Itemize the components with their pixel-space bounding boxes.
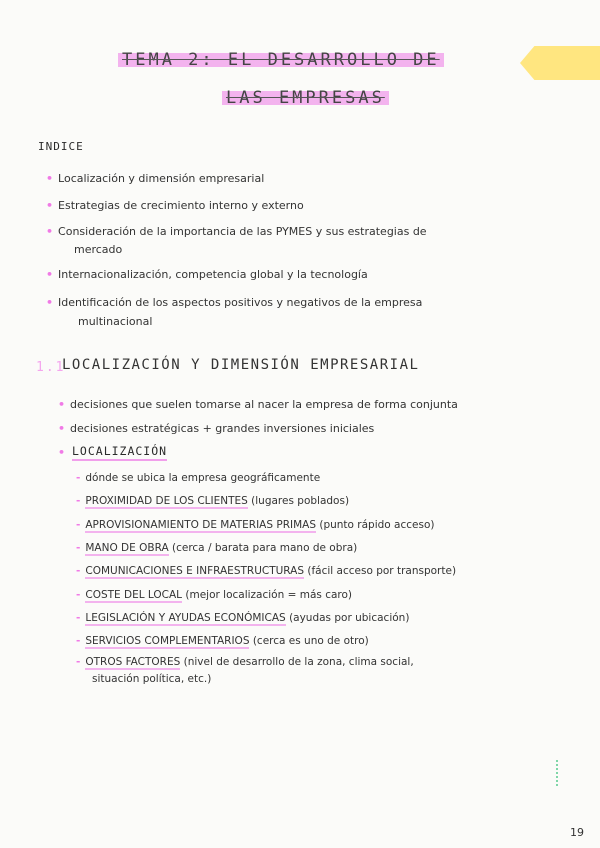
factor-item: - LEGISLACIÓN Y AYUDAS ECONÓMICAS (ayudas por ubicación) [76, 612, 410, 624]
page-number: 19 [570, 826, 584, 839]
index-item-continued: multinacional [78, 315, 153, 328]
section-title: LOCALIZACIÓN Y DIMENSIÓN EMPRESARIAL [62, 357, 420, 373]
index-item: • Consideración de la importancia de las PYMES y sus estrategias de [46, 225, 427, 238]
section-number: 1.1 [36, 360, 66, 375]
green-pen-marks [556, 760, 562, 786]
section-bullet: • decisiones estratégicas + grandes inversiones iniciales [58, 422, 375, 435]
index-item: • Identificación de los aspectos positivos y negativos de la empresa [46, 296, 423, 309]
index-heading: INDICE [38, 140, 84, 153]
factor-item-continued: situación política, etc.) [92, 673, 212, 685]
index-item-continued: mercado [74, 243, 123, 256]
subheading-bullet: • [58, 446, 66, 459]
index-item: • Internacionalización, competencia global y la tecnología [46, 268, 368, 281]
factor-item: - SERVICIOS COMPLEMENTARIOS (cerca es uno de otro) [76, 635, 369, 647]
factor-item: - PROXIMIDAD DE LOS CLIENTES (lugares poblados) [76, 495, 350, 507]
index-item: • Localización y dimensión empresarial [46, 172, 265, 185]
subheading-localizacion: LOCALIZACIÓN [72, 444, 167, 461]
page-title-line-1: TEMA 2: EL DESARROLLO DE [118, 50, 444, 70]
factor-item: - COSTE DEL LOCAL (mejor localización = más caro) [76, 589, 353, 601]
factor-item: - APROVISIONAMIENTO DE MATERIAS PRIMAS (punto rápido acceso) [76, 519, 435, 531]
index-item: • Estrategias de crecimiento interno y externo [46, 199, 304, 212]
factor-item: - MANO DE OBRA (cerca / barata para mano de obra) [76, 542, 358, 554]
factor-item: - dónde se ubica la empresa geográficamente [76, 472, 321, 484]
section-bullet: • decisiones que suelen tomarse al nacer la empresa de forma conjunta [58, 398, 458, 411]
factor-item: - OTROS FACTORES (nivel de desarrollo de la zona, clima social, [76, 656, 414, 668]
yellow-tab-marker [520, 46, 600, 80]
factor-item: - COMUNICACIONES E INFRAESTRUCTURAS (fácil acceso por transporte) [76, 565, 457, 577]
page-title-line-2: LAS EMPRESAS [222, 88, 389, 108]
